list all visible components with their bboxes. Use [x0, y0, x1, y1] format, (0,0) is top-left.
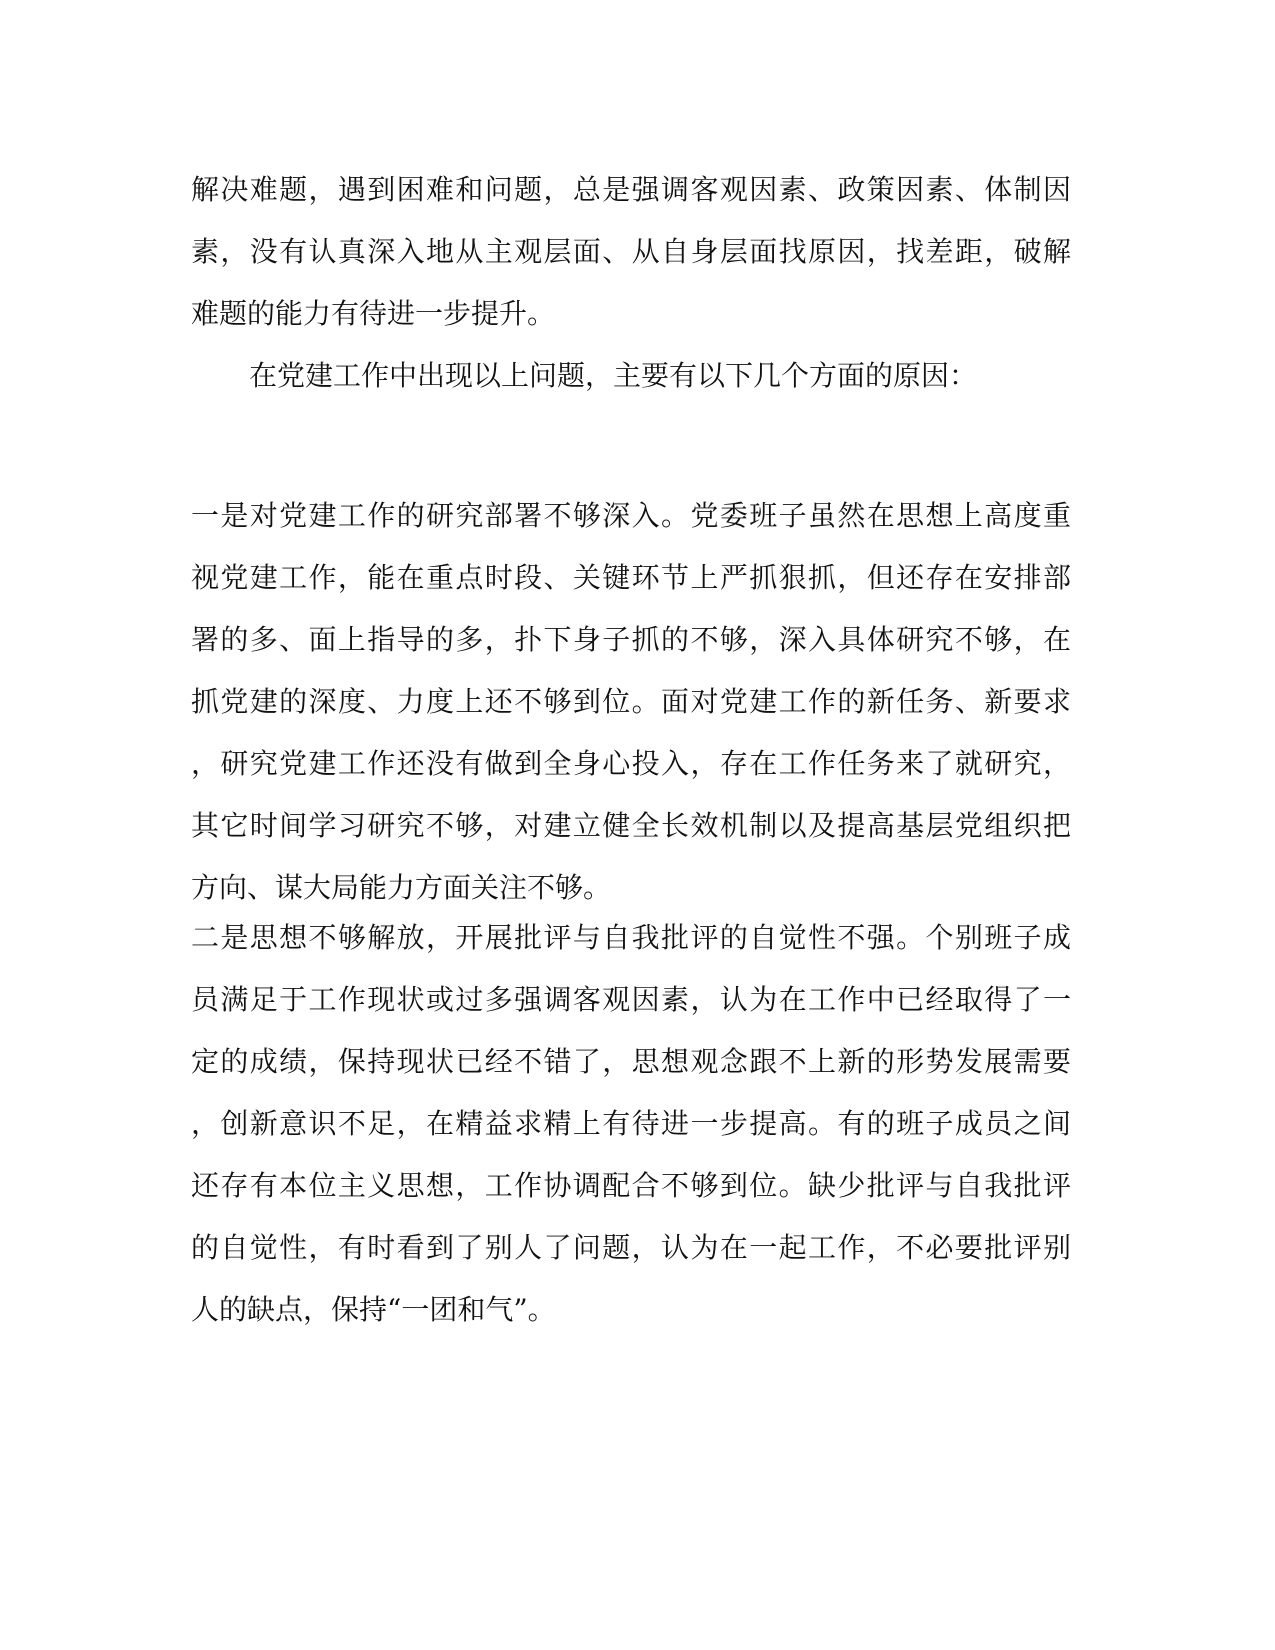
- text-line: 一是对党建工作的研究部署不够深入。党委班子虽然在思想上高度重: [191, 499, 1071, 532]
- text-line: 定的成绩，保持现状已经不错了，思想观念跟不上新的形势发展需要: [191, 1045, 1071, 1078]
- text-line: 抓党建的深度、力度上还不够到位。面对党建工作的新任务、新要求: [191, 685, 1071, 718]
- text-line: 视党建工作，能在重点时段、关键环节上严抓狠抓，但还存在安排部: [191, 561, 1071, 594]
- paragraph-continuation: [191, 159, 1071, 345]
- text-line: 二是思想不够解放，开展批评与自我批评的自觉性不强。个别班子成: [191, 921, 1071, 954]
- text-line: 人的缺点，保持“一团和气”。: [191, 1293, 556, 1326]
- text-line: 在党建工作中出现以上问题，主要有以下几个方面的原因：: [249, 359, 978, 392]
- paragraph-cause-two: [191, 907, 1071, 1341]
- text-line: 的自觉性，有时看到了别人了问题，认为在一起工作，不必要批评别: [191, 1231, 1071, 1264]
- text-line: ，研究党建工作还没有做到全身心投入，存在工作任务来了就研究，: [191, 747, 1071, 780]
- text-line: 员满足于工作现状或过多强调客观因素，认为在工作中已经取得了一: [191, 983, 1071, 1016]
- text-line: 素，没有认真深入地从主观层面、从自身层面找原因，找差距，破解: [191, 235, 1071, 268]
- text-line: 还存有本位主义思想，工作协调配合不够到位。缺少批评与自我批评: [191, 1169, 1071, 1202]
- paragraph-causes-intro: [191, 345, 1071, 407]
- text-line: 方向、谋大局能力方面关注不够。: [191, 871, 612, 904]
- text-line: 其它时间学习研究不够，对建立健全长效机制以及提高基层党组织把: [191, 809, 1071, 842]
- text-line: 署的多、面上指导的多，扑下身子抓的不够，深入具体研究不够，在: [191, 623, 1071, 656]
- text-line: 难题的能力有待进一步提升。: [191, 297, 556, 330]
- paragraph-cause-one: [191, 485, 1071, 919]
- text-line: 解决难题，遇到困难和问题，总是强调客观因素、政策因素、体制因: [191, 173, 1071, 206]
- text-line: ，创新意识不足，在精益求精上有待进一步提高。有的班子成员之间: [191, 1107, 1071, 1140]
